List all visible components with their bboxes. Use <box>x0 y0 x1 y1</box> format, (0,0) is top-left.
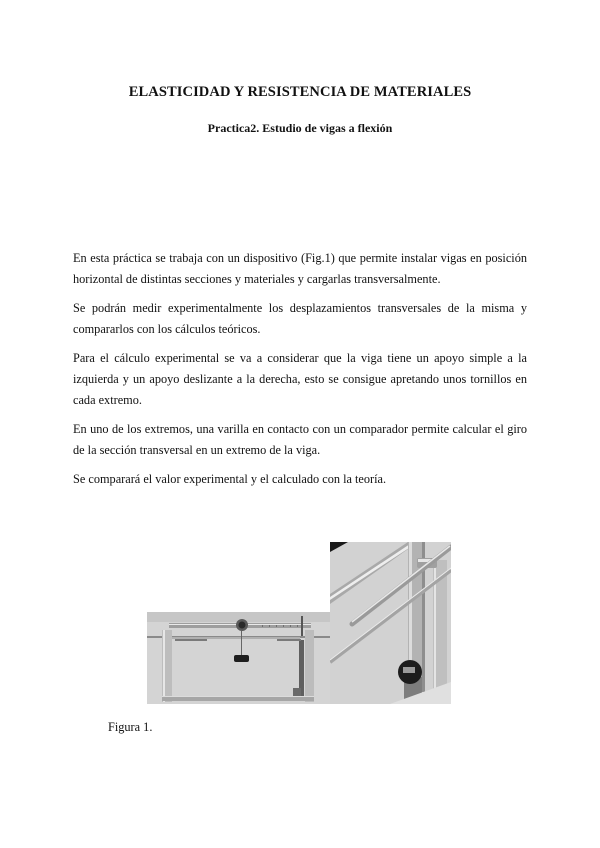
dial-gauge-closeup-photo <box>330 542 451 704</box>
paragraph-supports: Para el cálculo experimental se va a considerar que la viga tiene un apoyo simple a la izquierda y un apoyo deslizante a la derecha, esto se consigue apretando unos tornillos en cada extremo. <box>73 351 527 407</box>
document-subtitle: Practica2. Estudio de vigas a flexión <box>207 121 393 135</box>
paragraph-rotation: En uno de los extremos, una varilla en contacto con un comparador permite calcular el giro de la sección transversal en un extremo de la viga. <box>73 422 527 457</box>
paragraph-measurement: Se podrán medir experimentalmente los desplazamientos transversales de la misma y compararlos con los cálculos teóricos. <box>73 301 527 336</box>
figure-1 <box>147 542 451 704</box>
beam-frame-photo <box>147 612 330 704</box>
paragraph-device: En esta práctica se trabaja con un dispositivo (Fig.1) que permite instalar vigas en posición horizontal de distintas secciones y materiales y cargarlas transversalmente. <box>73 251 527 286</box>
document-title: ELASTICIDAD Y RESISTENCIA DE MATERIALES <box>128 84 472 100</box>
paragraph-comparison: Se comparará el valor experimental y el calculado con la teoría. <box>73 472 387 486</box>
dial-gauge-illustration <box>330 542 451 704</box>
figure-caption: Figura 1. <box>108 720 153 734</box>
beam-frame-illustration <box>147 612 330 704</box>
body-text <box>73 248 527 498</box>
